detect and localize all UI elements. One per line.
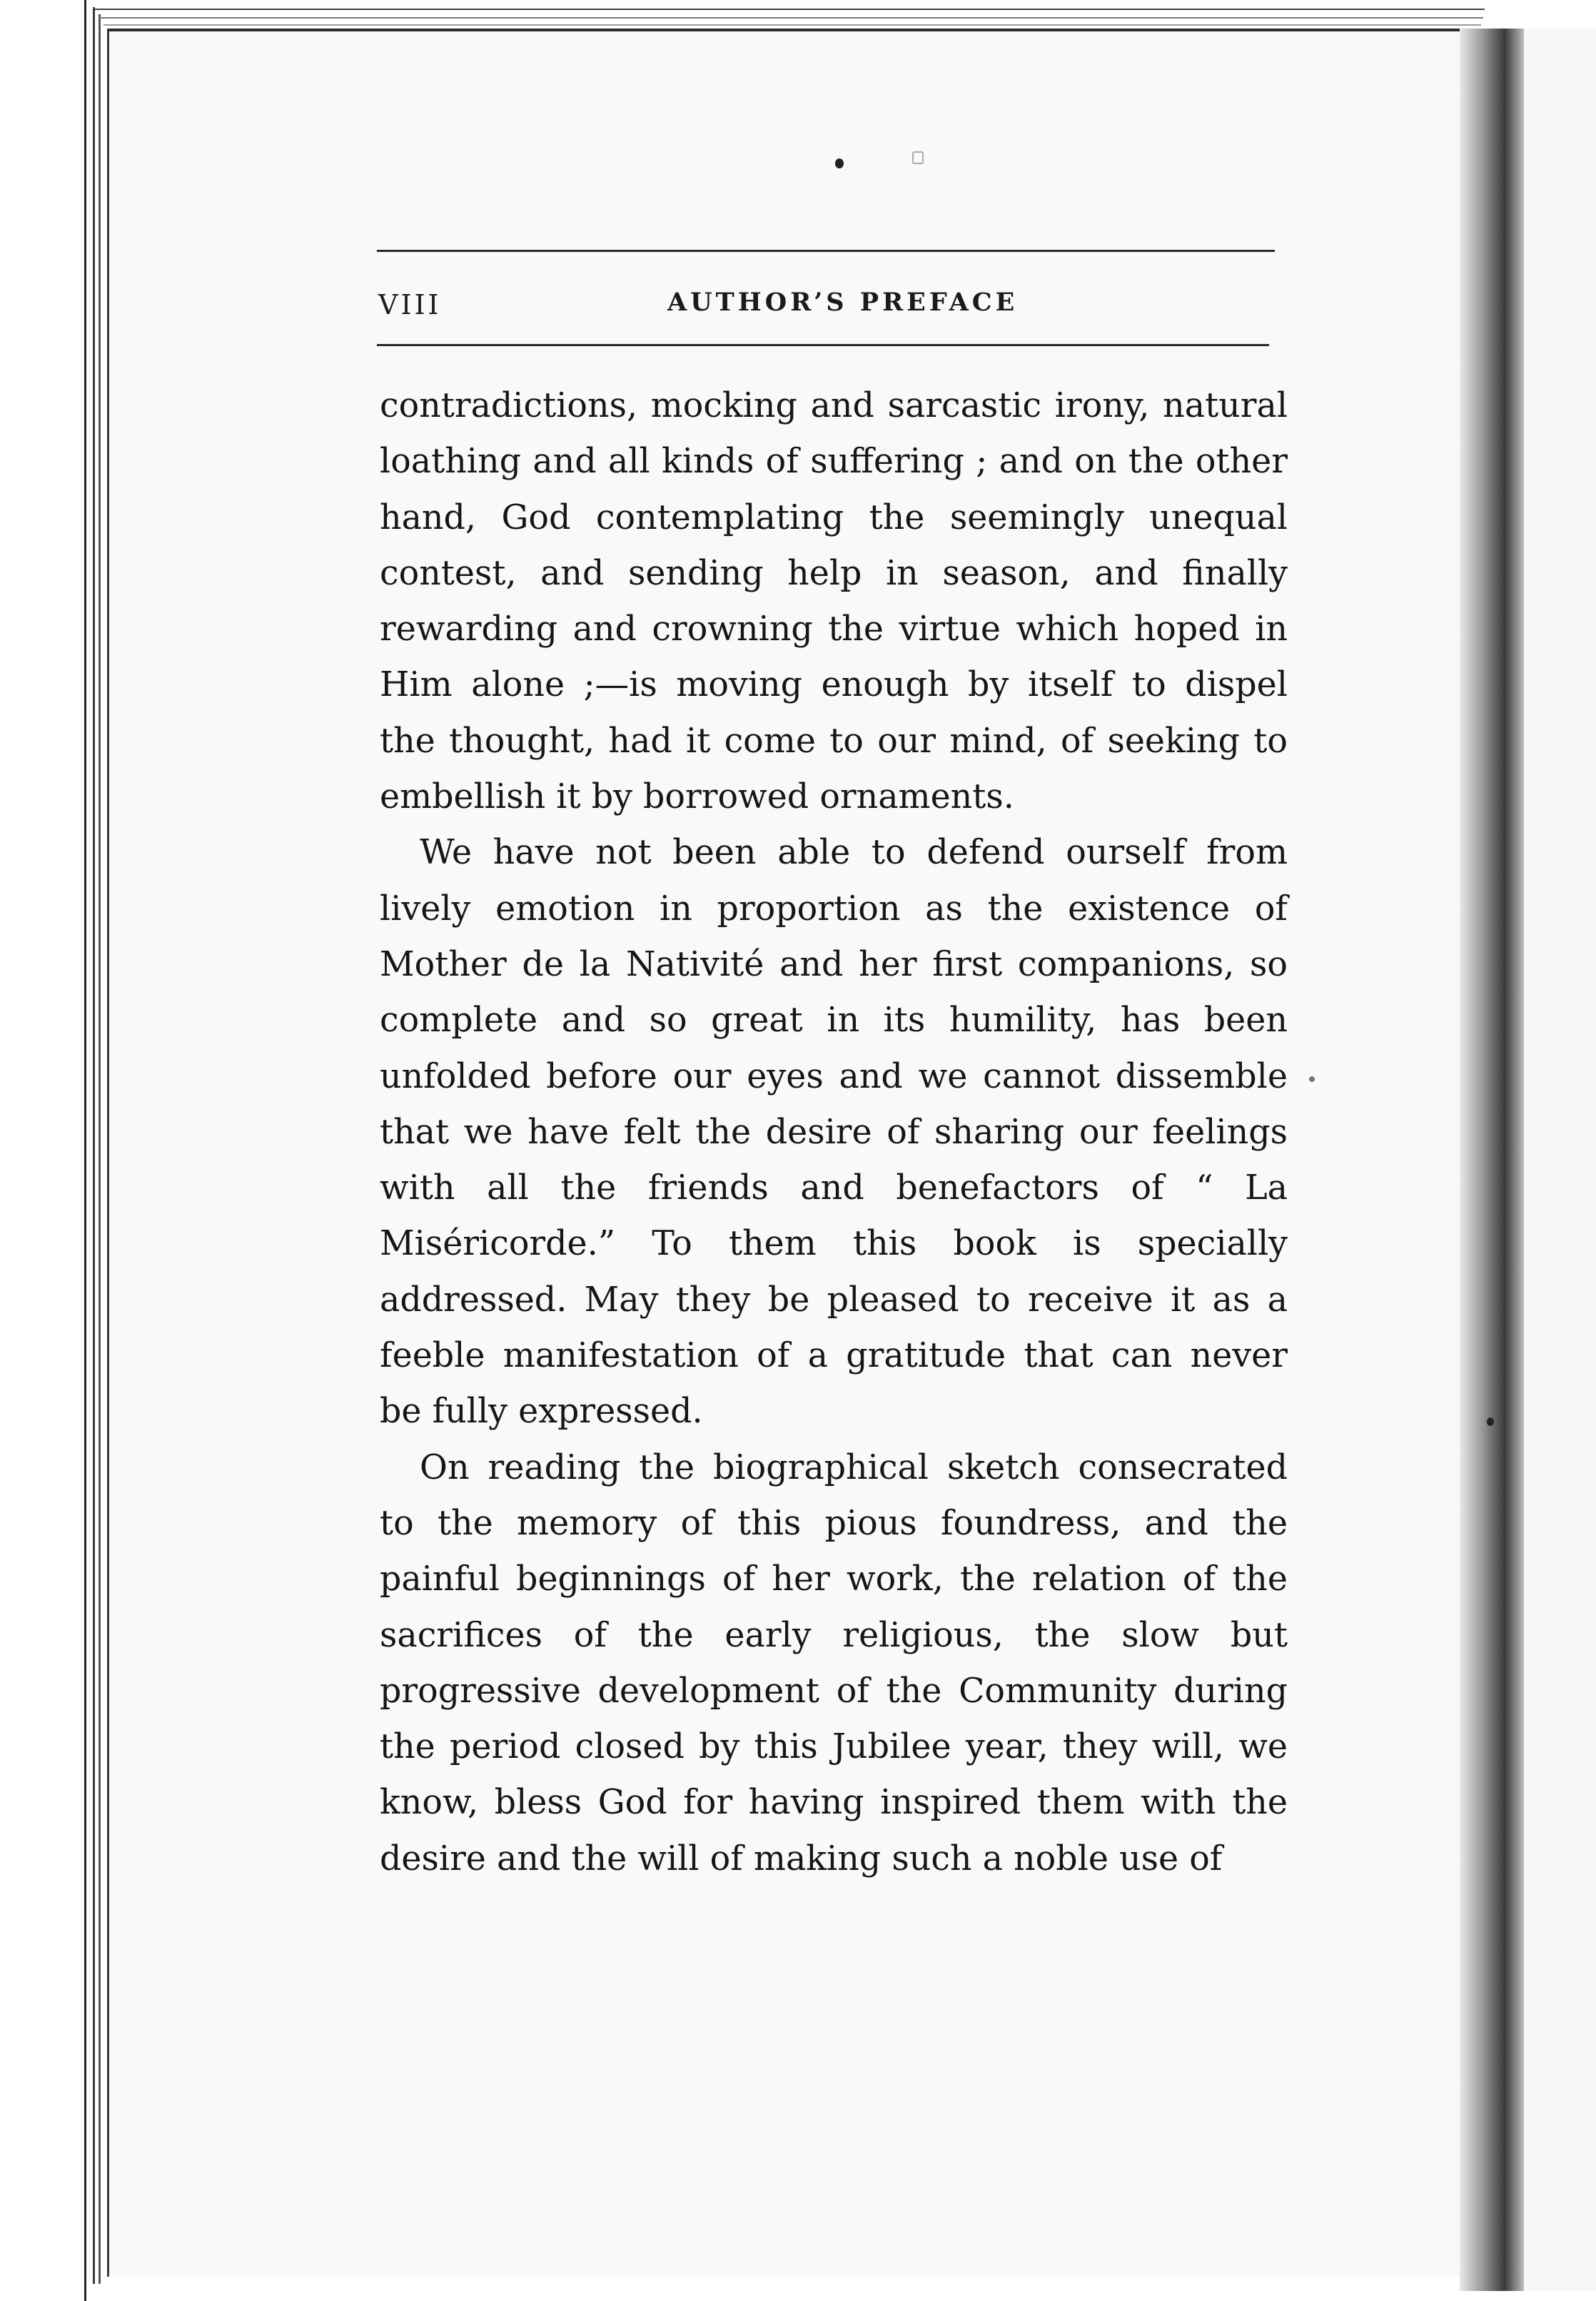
ink-speck — [1487, 1417, 1494, 1426]
page-stack-edge — [84, 0, 86, 2301]
paragraph: On reading the biographical sketch consecrated to the memory of this pious foundress, and the painful beginnings of her work, the relation of the sacrifices of the early religious, the slow but progressive development of the Community during the period closed by this Jubilee year, they will, we know, bless God for having inspired them with the desire and the will of making such a noble use of — [380, 1447, 1288, 1878]
paragraph: We have not been able to defend ourself from lively emotion in proportion as the existence of Mother de la Nativité and her first companions, so complete and so great in its humility, has been unfolded before our eyes and we cannot dissemble that we have felt the desire of sharing our feelings with all the friends and benefactors of “ La Miséricorde.” To them this book is specially addressed. May they be pleased to receive it as a feeble manifestation of a gratitude that can never be fully expressed. — [380, 833, 1288, 1432]
page-stack-top-edge — [103, 24, 1481, 26]
header-rule-top — [377, 250, 1275, 252]
ink-speck — [912, 151, 924, 164]
ink-speck — [1309, 1076, 1315, 1082]
paragraph: contradictions, mocking and sarcastic irony, natural loathing and all kinds of suffering ; and on the other hand, God contemplating the seemingly unequal contest, and sending help in season, and finally rewarding and crowning the virtue which hoped in Him alone ;—is moving enough by itself to dispel the thought, had it come to our mind, of seeking to embellish it by borrowed ornaments. — [380, 386, 1288, 817]
facing-page — [1524, 29, 1596, 2291]
page-stack-top-edge — [99, 17, 1483, 19]
book-binding-shadow — [1460, 29, 1524, 2291]
page-number: VIII — [378, 289, 442, 320]
page-stack-edge — [93, 7, 95, 2284]
header-rule-bottom — [377, 344, 1269, 346]
page-stack-top-edge — [93, 9, 1485, 10]
ink-speck — [835, 158, 844, 168]
body-text — [380, 378, 1288, 1887]
page-stack-edge — [99, 14, 101, 2284]
running-head: AUTHOR’S PREFACE — [667, 288, 1019, 317]
